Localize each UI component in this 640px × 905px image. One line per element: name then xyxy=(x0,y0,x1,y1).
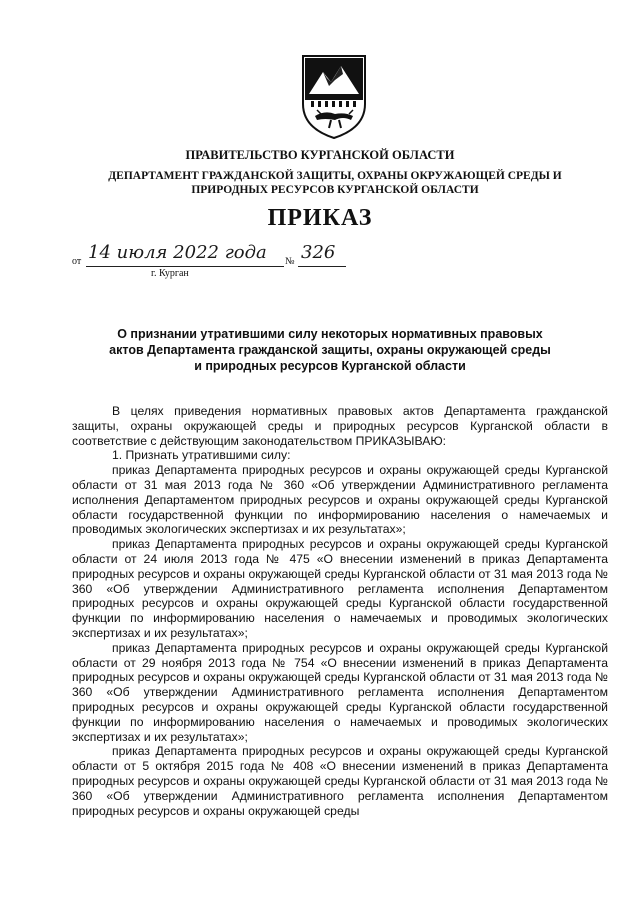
handwritten-date: 14 июля 2022 года xyxy=(88,242,267,263)
date-from-label: от xyxy=(72,256,82,267)
repealed-order-item: приказ Департамента природных ресурсов и охраны окружающей среды Курганской области от 5 октября 2015 года № 408 «О внесении изменений в приказ Департамента природных ресурсов и охраны окружающей среды Курганской области от 31 мая 2013 года № 360 «Об утверждении Административного регламента исполнения Департаментом природных ресурсов и охраны окружающей среды xyxy=(72,744,608,818)
subject-line: О признании утратившими силу некоторых нормативных правовых xyxy=(117,327,543,341)
handwritten-number: 326 xyxy=(301,242,336,263)
intro-paragraph: В целях приведения нормативных правовых актов Департамента гражданской защиты, охраны окружающей среды и природных ресурсов Курганской области в соответствие с действующим законодательством ПРИКАЗЫВАЮ: xyxy=(72,404,608,448)
number-underline xyxy=(298,266,346,267)
subject-line: и природных ресурсов Курганской области xyxy=(194,359,466,373)
repealed-order-item: приказ Департамента природных ресурсов и охраны окружающей среды Курганской области от 31 мая 2013 года № 360 «Об утверждении Административного регламента исполнения Департаментом природных ресурсов и охраны окружающей среды Курганской области государственной функции по информированию населения о намечаемых и проводимых экологических экспертизах и их результатах»; xyxy=(72,463,608,537)
subject-line: актов Департамента гражданской защиты, охраны окружающей среды xyxy=(109,343,551,357)
document-title: ПРИКАЗ xyxy=(267,205,373,231)
government-name: ПРАВИТЕЛЬСТВО КУРГАНСКОЙ ОБЛАСТИ xyxy=(185,148,455,162)
repealed-order-item: приказ Департамента природных ресурсов и охраны окружающей среды Курганской области от 24 июля 2013 года № 475 «О внесении изменений в приказ Департамента природных ресурсов и охраны окружающей среды Курганской области от 31 мая 2013 года № 360 «Об утверждении Административного регламента исполнения Департаментом природных ресурсов и охраны окружающей среды Курганской области государственной функции по информированию населения о намечаемых и проводимых экологических экспертизах и их результатах»; xyxy=(72,537,608,640)
order-body xyxy=(72,404,608,818)
date-underline xyxy=(86,266,284,267)
repealed-order-item: приказ Департамента природных ресурсов и охраны окружающей среды Курганской области от 29 ноября 2013 года № 754 «О внесении изменений в приказ Департамента природных ресурсов и охраны окружающей среды Курганской области от 31 мая 2013 года № 360 «Об утверждении Административного регламента исполнения Департаментом природных ресурсов и охраны окружающей среды Курганской области государственной функции по информированию населения о намечаемых и проводимых экологических экспертизах и их результатах»; xyxy=(72,640,608,744)
point-paragraph: 1. Признать утратившими силу: xyxy=(112,448,291,463)
order-subject xyxy=(95,326,565,374)
department-name: ДЕПАРТАМЕНТ ГРАЖДАНСКОЙ ЗАЩИТЫ, ОХРАНЫ ОКРУЖАЮЩЕЙ СРЕДЫ И ПРИРОДНЫХ РЕСУРСОВ КУРГАНСКОЙ ОБЛАСТИ xyxy=(108,170,562,196)
city-label: г. Курган xyxy=(151,268,189,279)
coat-of-arms-icon xyxy=(299,54,369,140)
number-label: № xyxy=(285,256,295,267)
